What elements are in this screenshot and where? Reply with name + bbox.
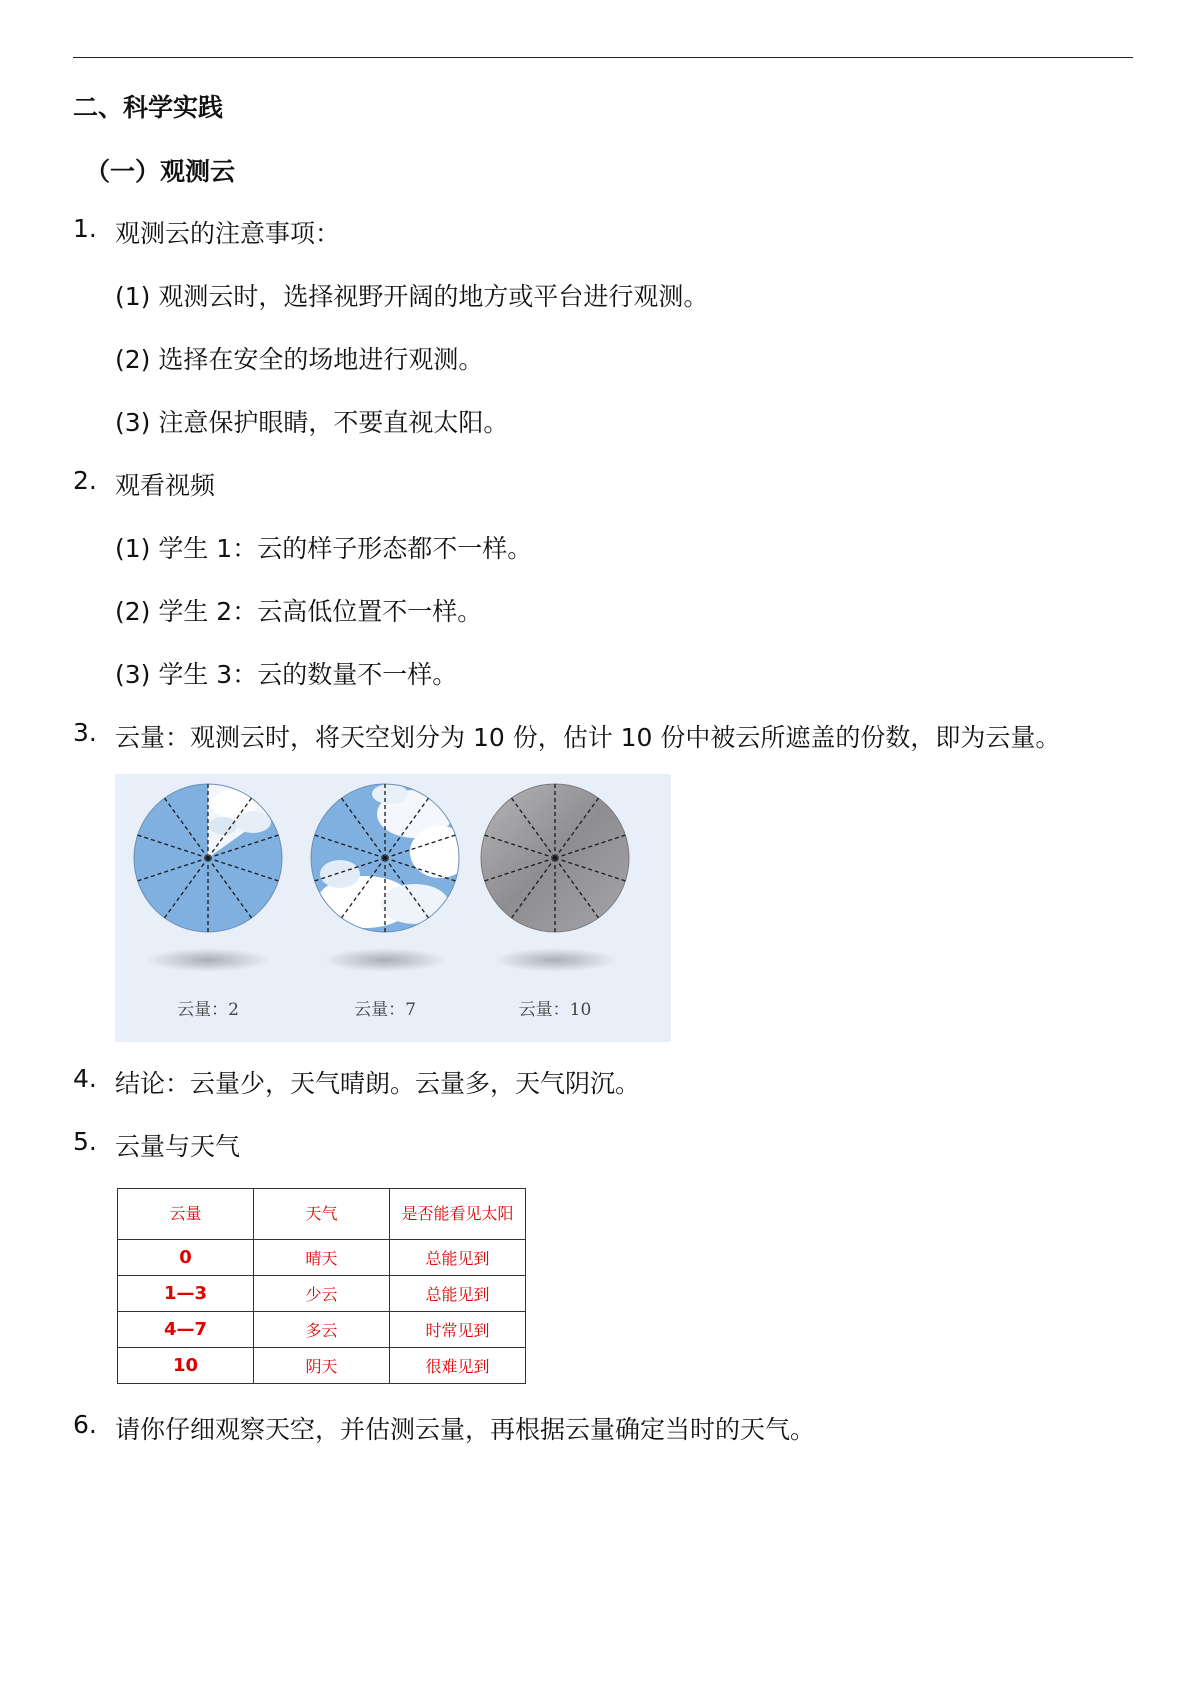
sky-disk-cloud-2 <box>134 784 282 972</box>
item-number: 6. <box>73 1410 97 1439</box>
table-row <box>118 1276 526 1312</box>
item-number: 1. <box>73 214 97 243</box>
item-text: 请你仔细观察天空，并估测云量，再根据云量确定当时的天气。 <box>115 1415 816 1444</box>
sky-disk-cloud-7 <box>311 784 470 972</box>
header-sun-visible: 是否能看见太阳 <box>390 1189 526 1240</box>
item-text: 结论：云量少，天气晴朗。云量多，天气阴沉。 <box>115 1069 641 1098</box>
cell-cloud-amount: 4—7 <box>118 1312 254 1348</box>
cloud-amount-figure <box>115 774 671 1042</box>
list-subitem: (2) 学生 2：云高低位置不一样。 <box>115 597 483 626</box>
header-cloud-amount: 云量 <box>118 1189 254 1240</box>
table-row <box>118 1240 526 1276</box>
item-text: 云量与天气 <box>115 1132 241 1161</box>
cell-cloud-amount: 1—3 <box>118 1276 254 1312</box>
caption-cloud-2: 云量：2 <box>177 1000 239 1020</box>
list-subitem: (3) 注意保护眼睛，不要直视太阳。 <box>115 408 509 437</box>
cell-sun-visible: 总能见到 <box>390 1240 526 1276</box>
cloud-weather-table <box>117 1188 526 1384</box>
item-number: 5. <box>73 1127 97 1156</box>
item-text: 云量：观测云时，将天空划分为 10 份，估计 10 份中被云所遮盖的份数，即为云量。 <box>115 723 1061 752</box>
cell-weather: 阴天 <box>254 1348 390 1384</box>
caption-cloud-10: 云量：10 <box>518 1000 592 1020</box>
cell-weather: 多云 <box>254 1312 390 1348</box>
item-text: 观看视频 <box>115 471 216 500</box>
item-number: 3. <box>73 718 97 747</box>
list-subitem: (1) 观测云时，选择视野开阔的地方或平台进行观测。 <box>115 282 709 311</box>
caption-cloud-7: 云量：7 <box>354 1000 416 1020</box>
cell-weather: 少云 <box>254 1276 390 1312</box>
cloud-diagram <box>115 774 671 1042</box>
item-text: 观测云的注意事项： <box>115 219 341 248</box>
list-subitem: (3) 学生 3：云的数量不一样。 <box>115 660 458 689</box>
cell-cloud-amount: 10 <box>118 1348 254 1384</box>
header-weather: 天气 <box>254 1189 390 1240</box>
table-header-row <box>118 1189 526 1240</box>
subsection-title: （一）观测云 <box>85 157 236 186</box>
cell-weather: 晴天 <box>254 1240 390 1276</box>
cell-sun-visible: 时常见到 <box>390 1312 526 1348</box>
section-title: 二、科学实践 <box>73 93 224 122</box>
table-row <box>118 1348 526 1384</box>
list-subitem: (1) 学生 1：云的样子形态都不一样。 <box>115 534 533 563</box>
list-subitem: (2) 选择在安全的场地进行观测。 <box>115 345 484 374</box>
sky-disk-cloud-10 <box>481 784 629 972</box>
item-number: 2. <box>73 466 97 495</box>
cell-sun-visible: 总能见到 <box>390 1276 526 1312</box>
top-rule <box>73 57 1133 58</box>
cell-sun-visible: 很难见到 <box>390 1348 526 1384</box>
table-row <box>118 1312 526 1348</box>
item-number: 4. <box>73 1064 97 1093</box>
cell-cloud-amount: 0 <box>118 1240 254 1276</box>
